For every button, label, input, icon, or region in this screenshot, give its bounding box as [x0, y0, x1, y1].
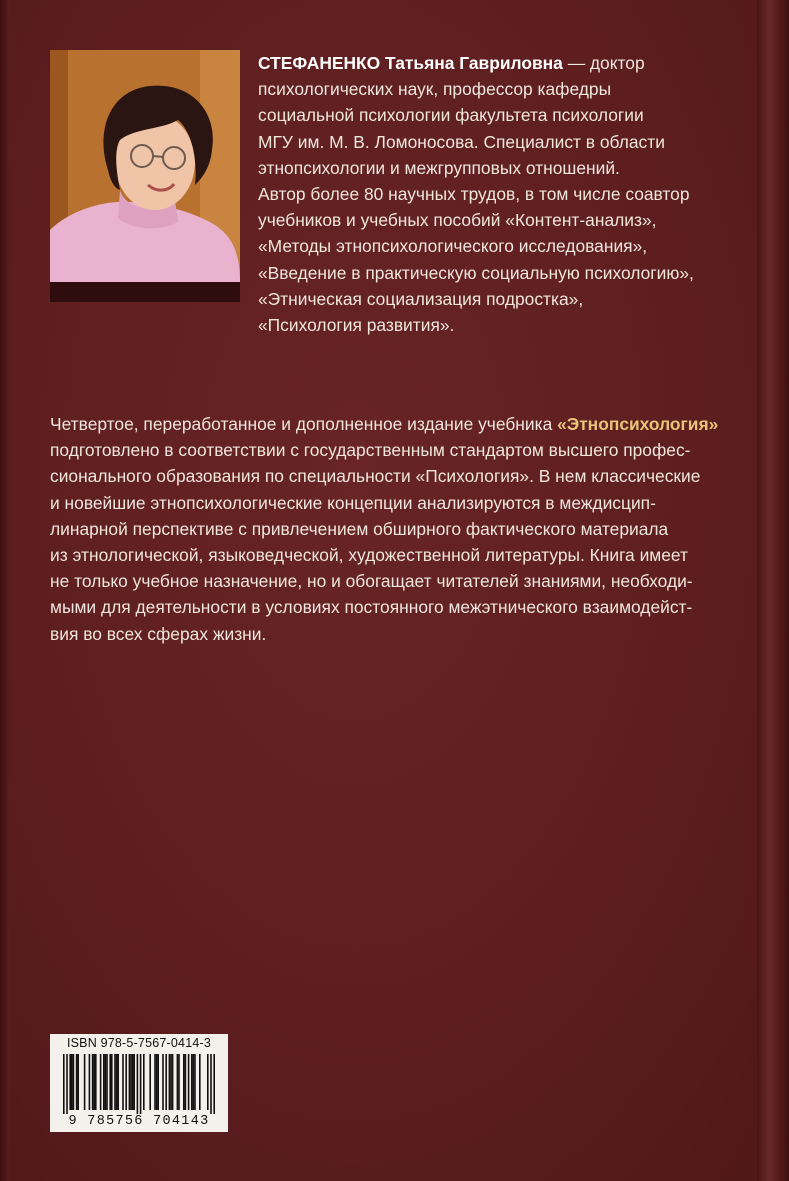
barcode-bar	[109, 1054, 111, 1110]
author-bio-line: «Методы этнопсихологического исследования»,	[258, 236, 648, 257]
book-title-highlight: «Этнопсихология»	[557, 414, 719, 434]
barcode-bar	[116, 1054, 118, 1110]
author-bio-line: «Введение в практическую социальную психологию»,	[258, 262, 694, 283]
description-line: вия во всех сферах жизни.	[50, 623, 267, 644]
barcode-bar	[71, 1054, 73, 1110]
author-bio-line: этнопсихологии и межгрупповых отношений.	[258, 157, 620, 178]
description-line: сионального образования по специальности «Психология». В нем классические	[50, 466, 701, 487]
barcode-bar	[149, 1054, 151, 1110]
barcode-bar	[103, 1054, 105, 1110]
barcode-bar	[169, 1054, 171, 1110]
author-bio-line: социальной психологии факультета психологии	[258, 105, 644, 126]
author-photo	[50, 50, 240, 282]
barcode-bar	[93, 1054, 95, 1110]
barcode-bar	[157, 1054, 159, 1110]
author-bio	[258, 50, 728, 338]
description-text: Четвертое, переработанное и дополненное издание учебника	[50, 414, 558, 434]
description-line: из этнологической, языковедческой, художественной литературы. Книга имеет	[50, 545, 688, 566]
barcode-bar	[89, 1054, 91, 1110]
cover-left-edge	[0, 0, 10, 1181]
barcode-bar	[84, 1054, 86, 1110]
barcode-bar	[117, 1054, 119, 1110]
author-photo-shadow	[50, 282, 240, 302]
barcode-bar	[76, 1054, 78, 1110]
barcode-bar	[191, 1054, 193, 1110]
author-bio-line: Автор более 80 научных трудов, в том числе соавтор	[258, 184, 690, 205]
barcode-bar	[185, 1054, 187, 1110]
barcode-bar	[69, 1054, 71, 1110]
description-line: мыми для деятельности в условиях постоянного межэтнического взаимодейст-	[50, 597, 693, 618]
barcode-bar	[111, 1054, 113, 1110]
barcode-bar	[207, 1054, 209, 1110]
barcode-bar	[100, 1054, 102, 1110]
description-line: подготовлено в соответствии с государственным стандартом высшего профес-	[50, 440, 691, 461]
barcode-bar	[114, 1054, 116, 1110]
author-bio-first-line	[258, 50, 728, 76]
barcode-bar	[125, 1054, 127, 1110]
barcode-bar	[194, 1054, 196, 1110]
isbn-number: ISBN 978-5-7567-0414-3	[66, 1036, 212, 1050]
description-line: линарной перспективе с привлечением обширного фактического материала	[50, 518, 669, 539]
barcode-label	[50, 1034, 228, 1132]
barcode-bar	[172, 1054, 174, 1110]
barcode-bar	[66, 1054, 68, 1114]
description-line: не только учебное назначение, но и обогащает читателей знаниями, необходи-	[50, 571, 693, 592]
barcode-bar	[73, 1054, 75, 1110]
barcode-bar	[105, 1054, 107, 1110]
author-portrait-illustration	[50, 50, 240, 282]
barcode-bar	[63, 1054, 65, 1114]
barcode-bar	[183, 1054, 185, 1110]
barcode-bar	[77, 1054, 79, 1110]
barcode-bar	[188, 1054, 190, 1110]
barcode-bar	[199, 1054, 201, 1110]
author-name: СТЕФАНЕНКО Татьяна Гавриловна	[258, 53, 563, 73]
barcode-bar	[213, 1054, 215, 1114]
barcode-bar	[156, 1054, 158, 1110]
barcode-bar	[140, 1054, 142, 1114]
barcode-bar	[129, 1054, 131, 1110]
author-bio-line: психологических наук, профессор кафедры	[258, 79, 612, 100]
author-bio-line: «Этническая социализация подростка»,	[258, 288, 584, 309]
barcode-bar	[143, 1054, 145, 1110]
barcode-digits: 9 785756 704143	[68, 1114, 210, 1129]
barcode-bar	[133, 1054, 135, 1110]
description-first-line	[50, 411, 750, 437]
barcode-bar	[132, 1054, 134, 1110]
barcode-bar	[170, 1054, 172, 1110]
description-line: и новейшие этнопсихологические концепции анализируются в междисцип-	[50, 492, 656, 513]
barcode-bar	[154, 1054, 156, 1110]
barcode-bar	[210, 1054, 212, 1114]
author-photo-frame	[50, 50, 240, 302]
barcode-bar	[165, 1054, 167, 1110]
book-description	[50, 411, 750, 647]
barcode-bar	[177, 1054, 179, 1110]
barcode-bar	[137, 1054, 139, 1114]
cover-spine-edge	[757, 0, 789, 1181]
barcode-bar	[95, 1054, 97, 1110]
author-bio-line: «Психология развития».	[258, 315, 455, 336]
author-bio-line: МГУ им. М. В. Ломоносова. Специалист в области	[258, 131, 665, 152]
author-bio-line: — доктор	[562, 53, 645, 73]
barcode-bars	[50, 1054, 228, 1114]
barcode-bar	[178, 1054, 180, 1110]
barcode-bar	[130, 1054, 132, 1110]
author-bio-line: учебников и учебных пособий «Контент-анализ»,	[258, 210, 657, 231]
barcode-bar	[162, 1054, 164, 1110]
barcode-bar	[122, 1054, 124, 1110]
barcode-bar	[92, 1054, 94, 1110]
barcode-bar	[193, 1054, 195, 1110]
barcode-bar	[106, 1054, 108, 1110]
